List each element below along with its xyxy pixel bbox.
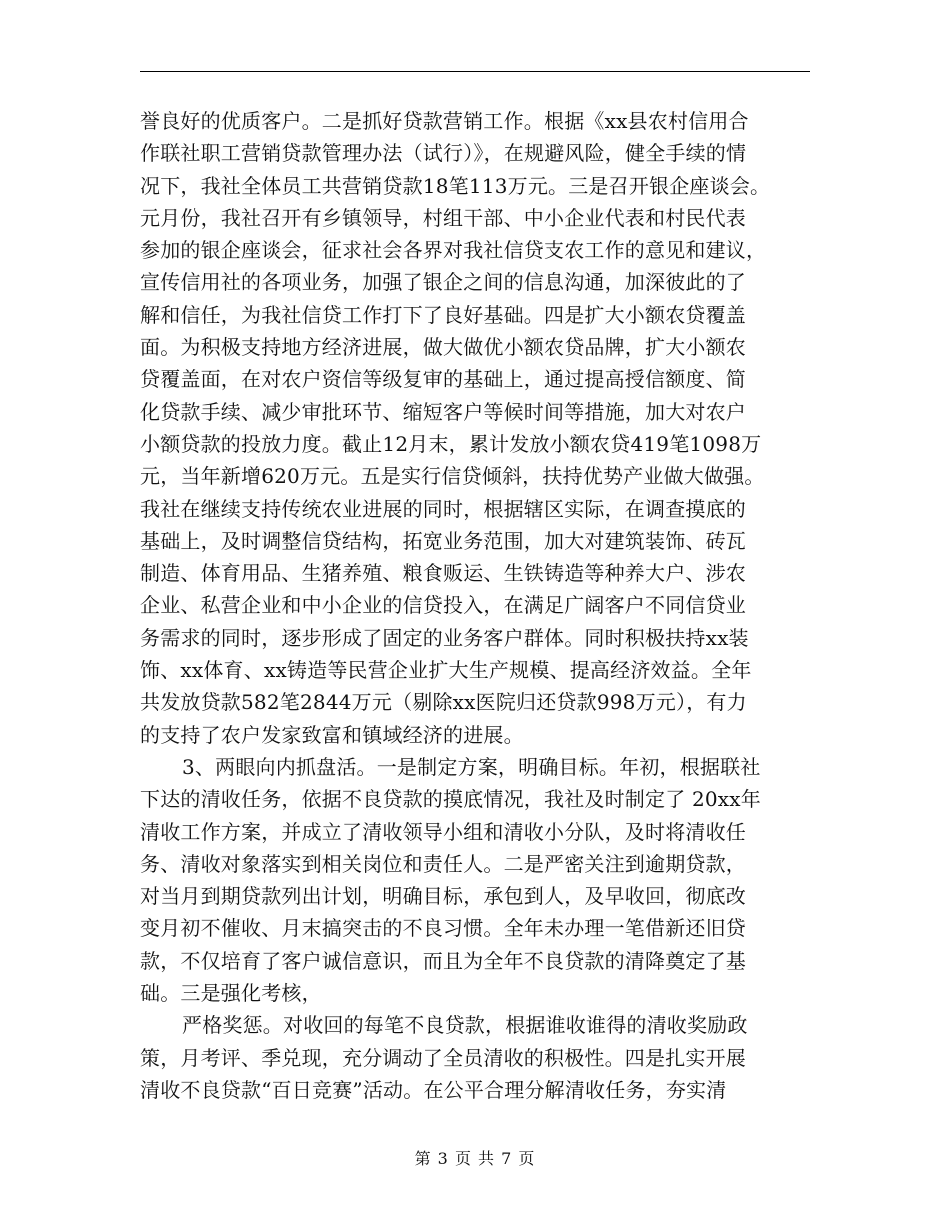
text-line: 元，当年新增620万元。五是实行信贷倾斜，扶持优势产业做大做强。 [140, 464, 765, 489]
text-line: 基础上，及时调整信贷结构，拓宽业务范围，加大对建筑装饰、砖瓦 [140, 528, 746, 553]
text-line: 础。三是强化考核， [140, 981, 322, 1006]
text-line: 的支持了农户发家致富和镇域经济的进展。 [140, 722, 524, 747]
text-line: 我社在继续支持传统农业进展的同时，根据辖区实际，在调查摸底的 [140, 496, 746, 521]
text-line: 制造、体育用品、生猪养殖、粮食贩运、生铁铸造等种养大户、涉农 [140, 561, 746, 586]
paragraph-start-line: 严格奖惩。对收回的每笔不良贷款，根据谁收谁得的清收奖励政 [182, 1013, 748, 1038]
text-line: 贷覆盖面，在对农户资信等级复审的基础上，通过提高授信额度、简 [140, 367, 746, 392]
text-line: 清收不良贷款“百日竞赛”活动。在公平合理分解清收任务，夯实清 [140, 1077, 727, 1102]
text-line: 作联社职工营销贷款管理办法（试行）》，在规避风险，健全手续的情 [140, 141, 747, 166]
text-line: 参加的银企座谈会，征求社会各界对我社信贷支农工作的意见和建议， [140, 238, 767, 263]
text-line: 誉良好的优质客户。二是抓好贷款营销工作。根据《xx县农村信用合 [140, 109, 749, 133]
text-line: 元月份，我社召开有乡镇领导，村组干部、中小企业代表和村民代表 [140, 205, 746, 230]
text-line: 企业、私营企业和中小企业的信贷投入，在满足广阔客户不同信贷业 [140, 593, 746, 618]
text-line: 化贷款手续、减少审批环节、缩短客户等候时间等措施，加大对农户 [140, 399, 746, 424]
text-line: 解和信任，为我社信贷工作打下了良好基础。四是扩大小额农贷覆盖 [140, 302, 746, 327]
header-rule [140, 71, 810, 72]
text-line: 面。为积极支持地方经济进展，做大做优小额农贷品牌，扩大小额农 [140, 335, 746, 360]
text-line: 务、清收对象落实到相关岗位和责任人。二是严密关注到逾期贷款， [140, 851, 746, 876]
text-line: 下达的清收任务，依据不良贷款的摸底情况，我社及时制定了 20xx年 [140, 787, 761, 812]
text-line: 小额贷款的投放力度。截止12月末，累计发放小额农贷419笔1098万 [140, 431, 762, 456]
page-number-footer: 第 3 页 共 7 页 [414, 1149, 536, 1168]
text-line: 共发放贷款582笔2844万元（剔除xx医院归还贷款998万元），有力 [140, 690, 747, 715]
text-line: 况下，我社全体员工共营销贷款18笔113万元。三是召开银企座谈会。 [140, 173, 771, 198]
text-line: 策，月考评、季兑现，充分调动了全员清收的积极性。四是扎实开展 [140, 1045, 746, 1070]
text-line: 宣传信用社的各项业务，加强了银企之间的信息沟通，加深彼此的了 [140, 270, 746, 295]
text-line: 变月初不催收、月末搞突击的不良习惯。全年未办理一笔借新还旧贷 [140, 916, 746, 941]
text-line: 饰、xx体育、xx铸造等民营企业扩大生产规模、提高经济效益。全年 [140, 658, 752, 683]
text-line: 款，不仅培育了客户诚信意识，而且为全年不良贷款的清降奠定了基 [140, 948, 746, 973]
text-line: 务需求的同时，逐步形成了固定的业务客户群体。同时积极扶持xx装 [140, 625, 749, 650]
paragraph-start-line: 3、两眼向内抓盘活。一是制定方案，明确目标。年初，根据联社 [182, 754, 761, 779]
body-text [140, 105, 815, 1106]
text-line: 清收工作方案，并成立了清收领导小组和清收小分队，及时将清收任 [140, 819, 746, 844]
text-line: 对当月到期贷款列出计划，明确目标，承包到人，及早收回，彻底改 [140, 884, 746, 909]
